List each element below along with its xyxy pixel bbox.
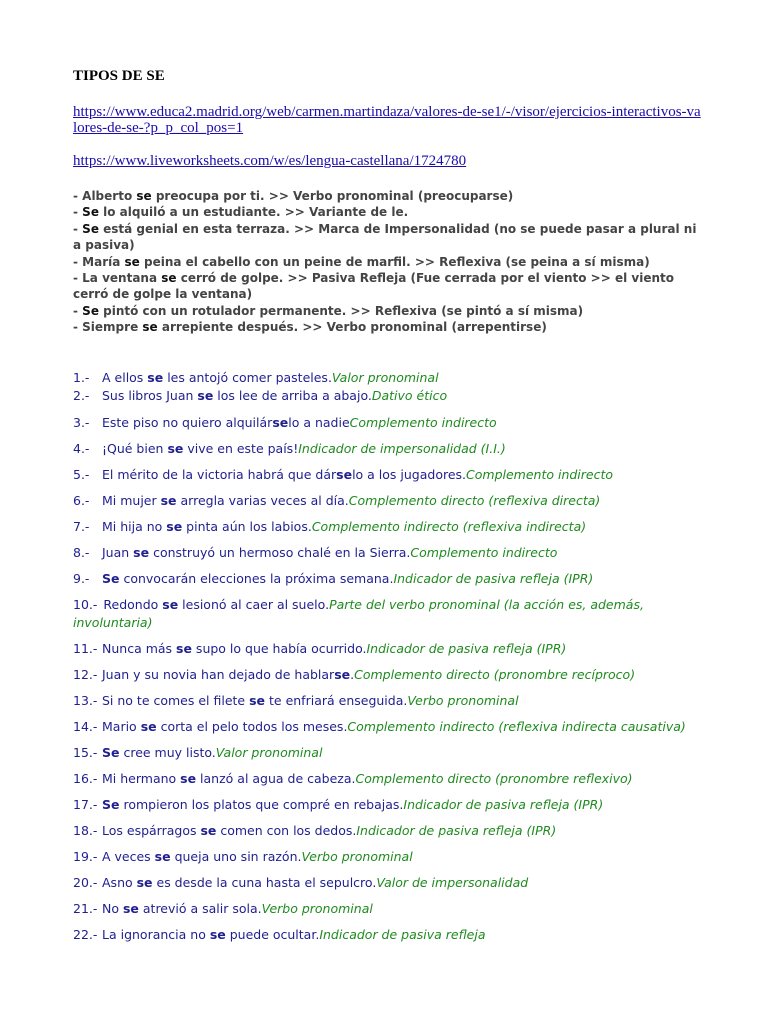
- exercise-se-word: se: [154, 848, 171, 864]
- exercise-se-word: Se: [102, 570, 120, 586]
- exercise-number: 18.-: [73, 822, 98, 838]
- exercise-se-word: se: [334, 666, 351, 682]
- exercise-text-after: corta el pelo todos los meses.: [156, 718, 348, 734]
- exercise-number: 22.-: [73, 926, 98, 942]
- exercise-answer: Complemento indirecto: [466, 466, 614, 482]
- summary-text-before: -: [73, 303, 83, 318]
- exercise-se-word: se: [336, 466, 353, 482]
- exercise-number: 8.-: [73, 544, 90, 560]
- exercise-text-before: Redondo: [103, 596, 163, 612]
- exercise-number: 2.-: [73, 387, 90, 403]
- exercise-item: [73, 900, 703, 918]
- exercise-answer: Complemento directo (pronombre reflexivo): [355, 770, 633, 786]
- summary-line: [73, 303, 703, 319]
- exercise-se-word: se: [272, 414, 289, 430]
- summary-text-before: -: [73, 221, 83, 236]
- exercise-number: 6.-: [73, 492, 90, 508]
- exercise-item: [73, 596, 703, 632]
- summary-line: [73, 188, 703, 204]
- exercise-se-word: se: [200, 822, 217, 838]
- exercise-answer: Indicador de pasiva refleja (IPR): [393, 570, 594, 586]
- exercise-text-before: La ignorancia no: [102, 926, 210, 942]
- exercise-item: [73, 692, 703, 710]
- exercise-number: 20.-: [73, 874, 98, 890]
- summary-se-word: se: [161, 271, 177, 286]
- exercise-item: [73, 926, 703, 944]
- exercise-text-after: .: [350, 666, 355, 682]
- exercise-item: [73, 466, 703, 484]
- exercise-se-word: se: [249, 692, 266, 708]
- exercise-text-after: te enfriará enseguida.: [265, 692, 408, 708]
- summary-text-after: está genial en esta terraza. >> Marca de Impersonalidad (no se puede pasar a plural ni a pasiva): [73, 221, 697, 253]
- exercise-se-word: se: [147, 369, 164, 385]
- exercise-number: 3.-: [73, 414, 90, 430]
- exercise-se-word: se: [162, 596, 179, 612]
- exercise-answer: Parte del verbo pronominal (la acción es, además, involuntaria): [73, 596, 644, 630]
- exercise-se-word: se: [160, 492, 177, 508]
- exercise-answer: Verbo pronominal: [407, 692, 519, 708]
- exercise-item: [73, 770, 703, 788]
- exercise-number: 16.-: [73, 770, 98, 786]
- exercise-se-word: se: [167, 440, 184, 456]
- exercise-item: [73, 848, 703, 866]
- exercise-se-word: se: [197, 387, 214, 403]
- exercise-text-after: los lee de arriba a abajo.: [213, 387, 372, 403]
- exercise-text-before: Mi mujer: [102, 492, 161, 508]
- exercise-text-after: vive en este país!: [183, 440, 299, 456]
- exercise-number: 10.-: [73, 596, 98, 612]
- exercise-number: 21.-: [73, 900, 98, 916]
- summary-text-after: peina el cabello con un peine de marfil. >> Reflexiva (se peina a sí misma): [139, 254, 650, 269]
- exercise-text-after: supo lo que había ocurrido.: [191, 640, 367, 656]
- summary-text-before: - Alberto: [73, 189, 137, 203]
- summary-text-before: - Siempre: [73, 320, 143, 335]
- exercise-se-word: se: [136, 874, 153, 890]
- exercise-text-before: Nunca más: [102, 640, 177, 656]
- exercise-item: [73, 369, 703, 387]
- exercise-number: 11.-: [73, 640, 98, 656]
- exercise-item: [73, 544, 703, 562]
- exercise-text-before: Juan y su novia han dejado de hablar: [102, 666, 335, 682]
- exercise-text-after: construyó un hermoso chalé en la Sierra.: [149, 544, 411, 560]
- exercise-text-after: pinta aún los labios.: [182, 518, 312, 534]
- exercise-se-word: se: [133, 544, 150, 560]
- exercise-text-before: Los espárragos: [102, 822, 201, 838]
- exercise-answer: Complemento indirecto: [349, 414, 497, 430]
- document-page: [73, 64, 703, 944]
- exercise-text-before: Mi hija no: [102, 518, 167, 534]
- exercise-item: [73, 744, 703, 762]
- summary-line: [73, 221, 703, 254]
- educa2-link[interactable]: https://www.educa2.madrid.org/web/carmen.martindaza/valores-de-se1/-/visor/ejercicios-interactivos-valores-de-se-?p_p_col_pos=1: [73, 104, 701, 136]
- summary-text-after: cerró de golpe. >> Pasiva Refleja (Fue cerrada por el viento >> el viento cerró de golpe la ventana): [73, 271, 674, 302]
- exercise-text-after: atrevió a salir sola.: [138, 900, 262, 916]
- summary-text-after: pintó con un rotulador permanente. >> Reflexiva (se pintó a sí misma): [98, 303, 584, 318]
- summary-se-word: Se: [82, 221, 99, 236]
- exercise-number: 15.-: [73, 744, 98, 760]
- exercise-answer: Complemento indirecto (reflexiva indirecta causativa): [347, 718, 686, 734]
- summary-se-word: se: [136, 189, 152, 203]
- exercise-text-after: les antojó comer pasteles.: [163, 369, 332, 385]
- exercise-answer: Valor pronominal: [331, 369, 439, 385]
- exercise-text-after: lanzó al agua de cabeza.: [196, 770, 356, 786]
- exercise-item: [73, 822, 703, 840]
- exercise-text-after: rompieron los platos que compré en rebajas.: [119, 796, 404, 812]
- exercise-text-after: lesionó al caer al suelo.: [178, 596, 330, 612]
- exercise-answer: Valor de impersonalidad: [376, 874, 529, 890]
- exercise-item: [73, 414, 703, 432]
- exercise-number: 9.-: [73, 570, 90, 586]
- exercise-text-before: Si no te comes el filete: [102, 692, 250, 708]
- exercise-text-after: lo a los jugadores.: [352, 466, 467, 482]
- exercise-se-word: se: [122, 900, 139, 916]
- exercise-item: [73, 387, 703, 405]
- summary-line: [73, 204, 703, 220]
- exercise-text-before: A ellos: [102, 369, 148, 385]
- exercise-text-before: Asno: [102, 874, 137, 890]
- exercise-se-word: se: [176, 640, 192, 656]
- summary-line: [73, 319, 703, 335]
- exercise-number: 13.-: [73, 692, 98, 708]
- summary-text-after: preocupa por ti. >> Verbo pronominal (preocuparse): [151, 189, 514, 203]
- exercise-item: [73, 666, 703, 684]
- exercise-answer: Verbo pronominal: [301, 848, 413, 864]
- exercise-number: 19.-: [73, 848, 98, 864]
- exercise-text-before: El mérito de la victoria habrá que dár: [102, 466, 337, 482]
- exercise-answer: Verbo pronominal: [261, 900, 373, 916]
- exercise-se-word: se: [140, 718, 157, 734]
- exercise-answer: Complemento indirecto: [410, 544, 558, 560]
- exercise-answer: Indicador de pasiva refleja: [319, 926, 486, 942]
- summary-line: [73, 270, 703, 303]
- exercise-text-after: puede ocultar.: [225, 926, 320, 942]
- exercise-item: [73, 492, 703, 510]
- summary-se-word: Se: [82, 303, 99, 318]
- exercise-list: [73, 369, 703, 944]
- exercise-text-before: Sus libros Juan: [102, 387, 198, 403]
- summary-text-after: arrepiente después. >> Verbo pronominal (arrepentirse): [157, 320, 547, 335]
- exercise-text-after: lo a nadie: [288, 414, 350, 430]
- exercise-answer: Complemento directo (reflexiva directa): [348, 492, 601, 508]
- exercise-answer: Dativo ético: [371, 387, 448, 403]
- exercise-text-before: ¡Qué bien: [102, 440, 168, 456]
- exercise-answer: Complemento indirecto (reflexiva indirecta): [311, 518, 587, 534]
- exercise-answer: Indicador de pasiva refleja (IPR): [356, 822, 557, 838]
- exercise-se-word: se: [180, 770, 197, 786]
- summary-se-word: se: [142, 320, 158, 335]
- exercise-text-before: Juan: [102, 544, 134, 560]
- exercise-se-word: se: [209, 926, 226, 942]
- exercise-text-before: Mario: [102, 718, 141, 734]
- exercise-number: 7.-: [73, 518, 90, 534]
- exercise-se-word: se: [166, 518, 183, 534]
- exercise-item: [73, 440, 703, 458]
- exercise-text-before: Mi hermano: [102, 770, 181, 786]
- summary-text-after: lo alquiló a un estudiante. >> Variante de le.: [98, 205, 409, 220]
- exercise-text-after: cree muy listo.: [119, 744, 216, 760]
- summary-text-before: -: [73, 205, 83, 220]
- exercise-item: [73, 874, 703, 892]
- liveworksheets-link[interactable]: https://www.liveworksheets.com/w/es/lengua-castellana/1724780: [73, 153, 467, 169]
- exercise-text-after: es desde la cuna hasta el sepulcro.: [152, 874, 377, 890]
- exercise-text-before: No: [102, 900, 123, 916]
- exercise-answer: Indicador de pasiva refleja (IPR): [366, 640, 567, 656]
- exercise-answer: Complemento directo (pronombre recíproco): [354, 666, 636, 682]
- exercise-item: [73, 640, 703, 658]
- exercise-text-after: comen con los dedos.: [216, 822, 357, 838]
- summary-line: [73, 254, 703, 270]
- exercise-text-after: queja uno sin razón.: [170, 848, 302, 864]
- examples-summary: [73, 188, 703, 336]
- exercise-answer: Indicador de pasiva refleja (IPR): [403, 796, 604, 812]
- summary-text-before: - María: [73, 254, 125, 269]
- summary-se-word: Se: [82, 205, 99, 220]
- document-title: TIPOS DE SE: [73, 68, 165, 84]
- exercise-answer: Valor pronominal: [215, 744, 323, 760]
- summary-text-before: - La ventana: [73, 271, 162, 286]
- summary-se-word: se: [124, 254, 140, 269]
- exercise-item: [73, 518, 703, 536]
- exercise-number: 12.-: [73, 666, 98, 682]
- exercise-answer: Indicador de impersonalidad (I.I.): [298, 440, 506, 456]
- exercise-text-before: Este piso no quiero alquilár: [102, 414, 273, 430]
- exercise-item: [73, 796, 703, 814]
- exercise-number: 5.-: [73, 466, 90, 482]
- exercise-text-after: convocarán elecciones la próxima semana.: [119, 570, 394, 586]
- exercise-number: 14.-: [73, 718, 98, 734]
- exercise-text-after: arregla varias veces al día.: [176, 492, 349, 508]
- exercise-number: 1.-: [73, 369, 90, 385]
- exercise-se-word: Se: [102, 796, 120, 812]
- exercise-number: 17.-: [73, 796, 98, 812]
- exercise-number: 4.-: [73, 440, 90, 456]
- exercise-text-before: A veces: [102, 848, 155, 864]
- exercise-item: [73, 570, 703, 588]
- exercise-item: [73, 718, 703, 736]
- exercise-se-word: Se: [102, 744, 120, 760]
